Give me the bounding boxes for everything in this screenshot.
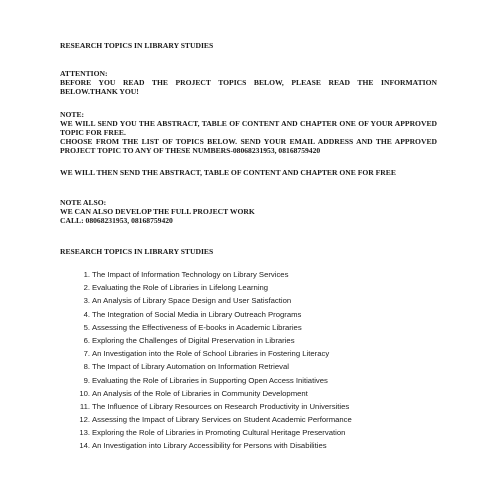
list-item [83,347,480,360]
note-free-text: WE WILL SEND YOU THE ABSTRACT, TABLE OF CONTENT AND CHAPTER ONE OF YOUR APPROVED TOPIC FOR FREE. [60,119,437,137]
list-item [79,387,480,400]
list-item-number: 5. [83,322,90,332]
list-heading: RESEARCH TOPICS IN LIBRARY STUDIES [60,247,214,256]
note-also-text: WE CAN ALSO DEVELOP THE FULL PROJECT WORK [60,207,255,216]
list-item-number: 13. [79,428,90,438]
list-item [83,321,480,334]
list-item-number: 14. [79,441,90,451]
list-item-text: An Investigation into the Role of School Libraries in Fostering Literacy [92,349,330,359]
list-item-number: 11. [79,401,90,411]
list-item [83,268,480,281]
attention-heading: ATTENTION: [60,69,108,78]
call-numbers: CALL: 08068231953, 08168759420 [60,216,173,225]
list-item-number: 2. [83,283,90,293]
list-item [83,334,480,347]
topics-list [79,268,480,453]
list-item [83,294,480,307]
list-item-text: Exploring the Role of Libraries in Promoting Cultural Heritage Preservation [92,428,346,438]
list-item-text: An Investigation into Library Accessibility for Persons with Disabilities [92,441,327,451]
list-item-number: 3. [83,296,90,306]
list-item-number: 8. [83,362,90,372]
list-item [79,400,480,413]
note-also-section [60,198,437,225]
attention-text: BEFORE YOU READ THE PROJECT TOPICS BELOW, PLEASE READ THE INFORMATION BELOW.THANK YOU! [60,78,437,96]
attention-section [60,69,437,96]
note-also-heading: NOTE ALSO: [60,198,107,207]
note-section [60,110,437,155]
list-item-number: 9. [83,375,90,385]
send-info-section [60,168,437,177]
list-item [79,413,480,426]
list-item [83,281,480,294]
list-item-text: Assessing the Impact of Library Services on Student Academic Performance [92,415,352,425]
list-item-number: 1. [83,270,90,279]
list-item-text: The Integration of Social Media in Library Outreach Programs [92,309,302,319]
send-info-text: WE WILL THEN SEND THE ABSTRACT, TABLE OF CONTENT AND CHAPTER ONE FOR FREE [60,168,396,177]
list-item [83,308,480,321]
list-item-text: An Analysis of Library Space Design and User Satisfaction [92,296,292,306]
list-item-text: The Impact of Library Automation on Information Retrieval [92,362,289,372]
list-item-text: Assessing the Effectiveness of E-books in Academic Libraries [92,322,302,332]
list-item-text: Evaluating the Role of Libraries in Lifelong Learning [92,283,269,293]
list-item-number: 7. [83,349,90,359]
document-title: RESEARCH TOPICS IN LIBRARY STUDIES [60,41,214,50]
list-item-text: Evaluating the Role of Libraries in Supporting Open Access Initiatives [92,375,328,385]
list-item-number: 10. [79,388,90,398]
list-item-number: 4. [83,309,90,319]
note-choose-text: CHOOSE FROM THE LIST OF TOPICS BELOW. SEND YOUR EMAIL ADDRESS AND THE APPROVED PROJECT TOPIC TO ANY OF THESE NUMBERS-08068231953, 08168759420 [60,137,437,155]
list-item [79,439,480,452]
list-item-number: 6. [83,335,90,345]
list-item-text: The Impact of Information Technology on Library Services [92,270,289,279]
list-item-text: The Influence of Library Resources on Research Productivity in Universities [92,401,350,411]
list-item-number: 12. [79,415,90,425]
list-item [83,374,480,387]
list-item-text: Exploring the Challenges of Digital Preservation in Libraries [92,335,295,345]
list-item-text: An Analysis of the Role of Libraries in Community Development [92,388,308,398]
list-item [83,360,480,373]
note-heading: NOTE: [60,110,85,119]
list-item [79,426,480,439]
